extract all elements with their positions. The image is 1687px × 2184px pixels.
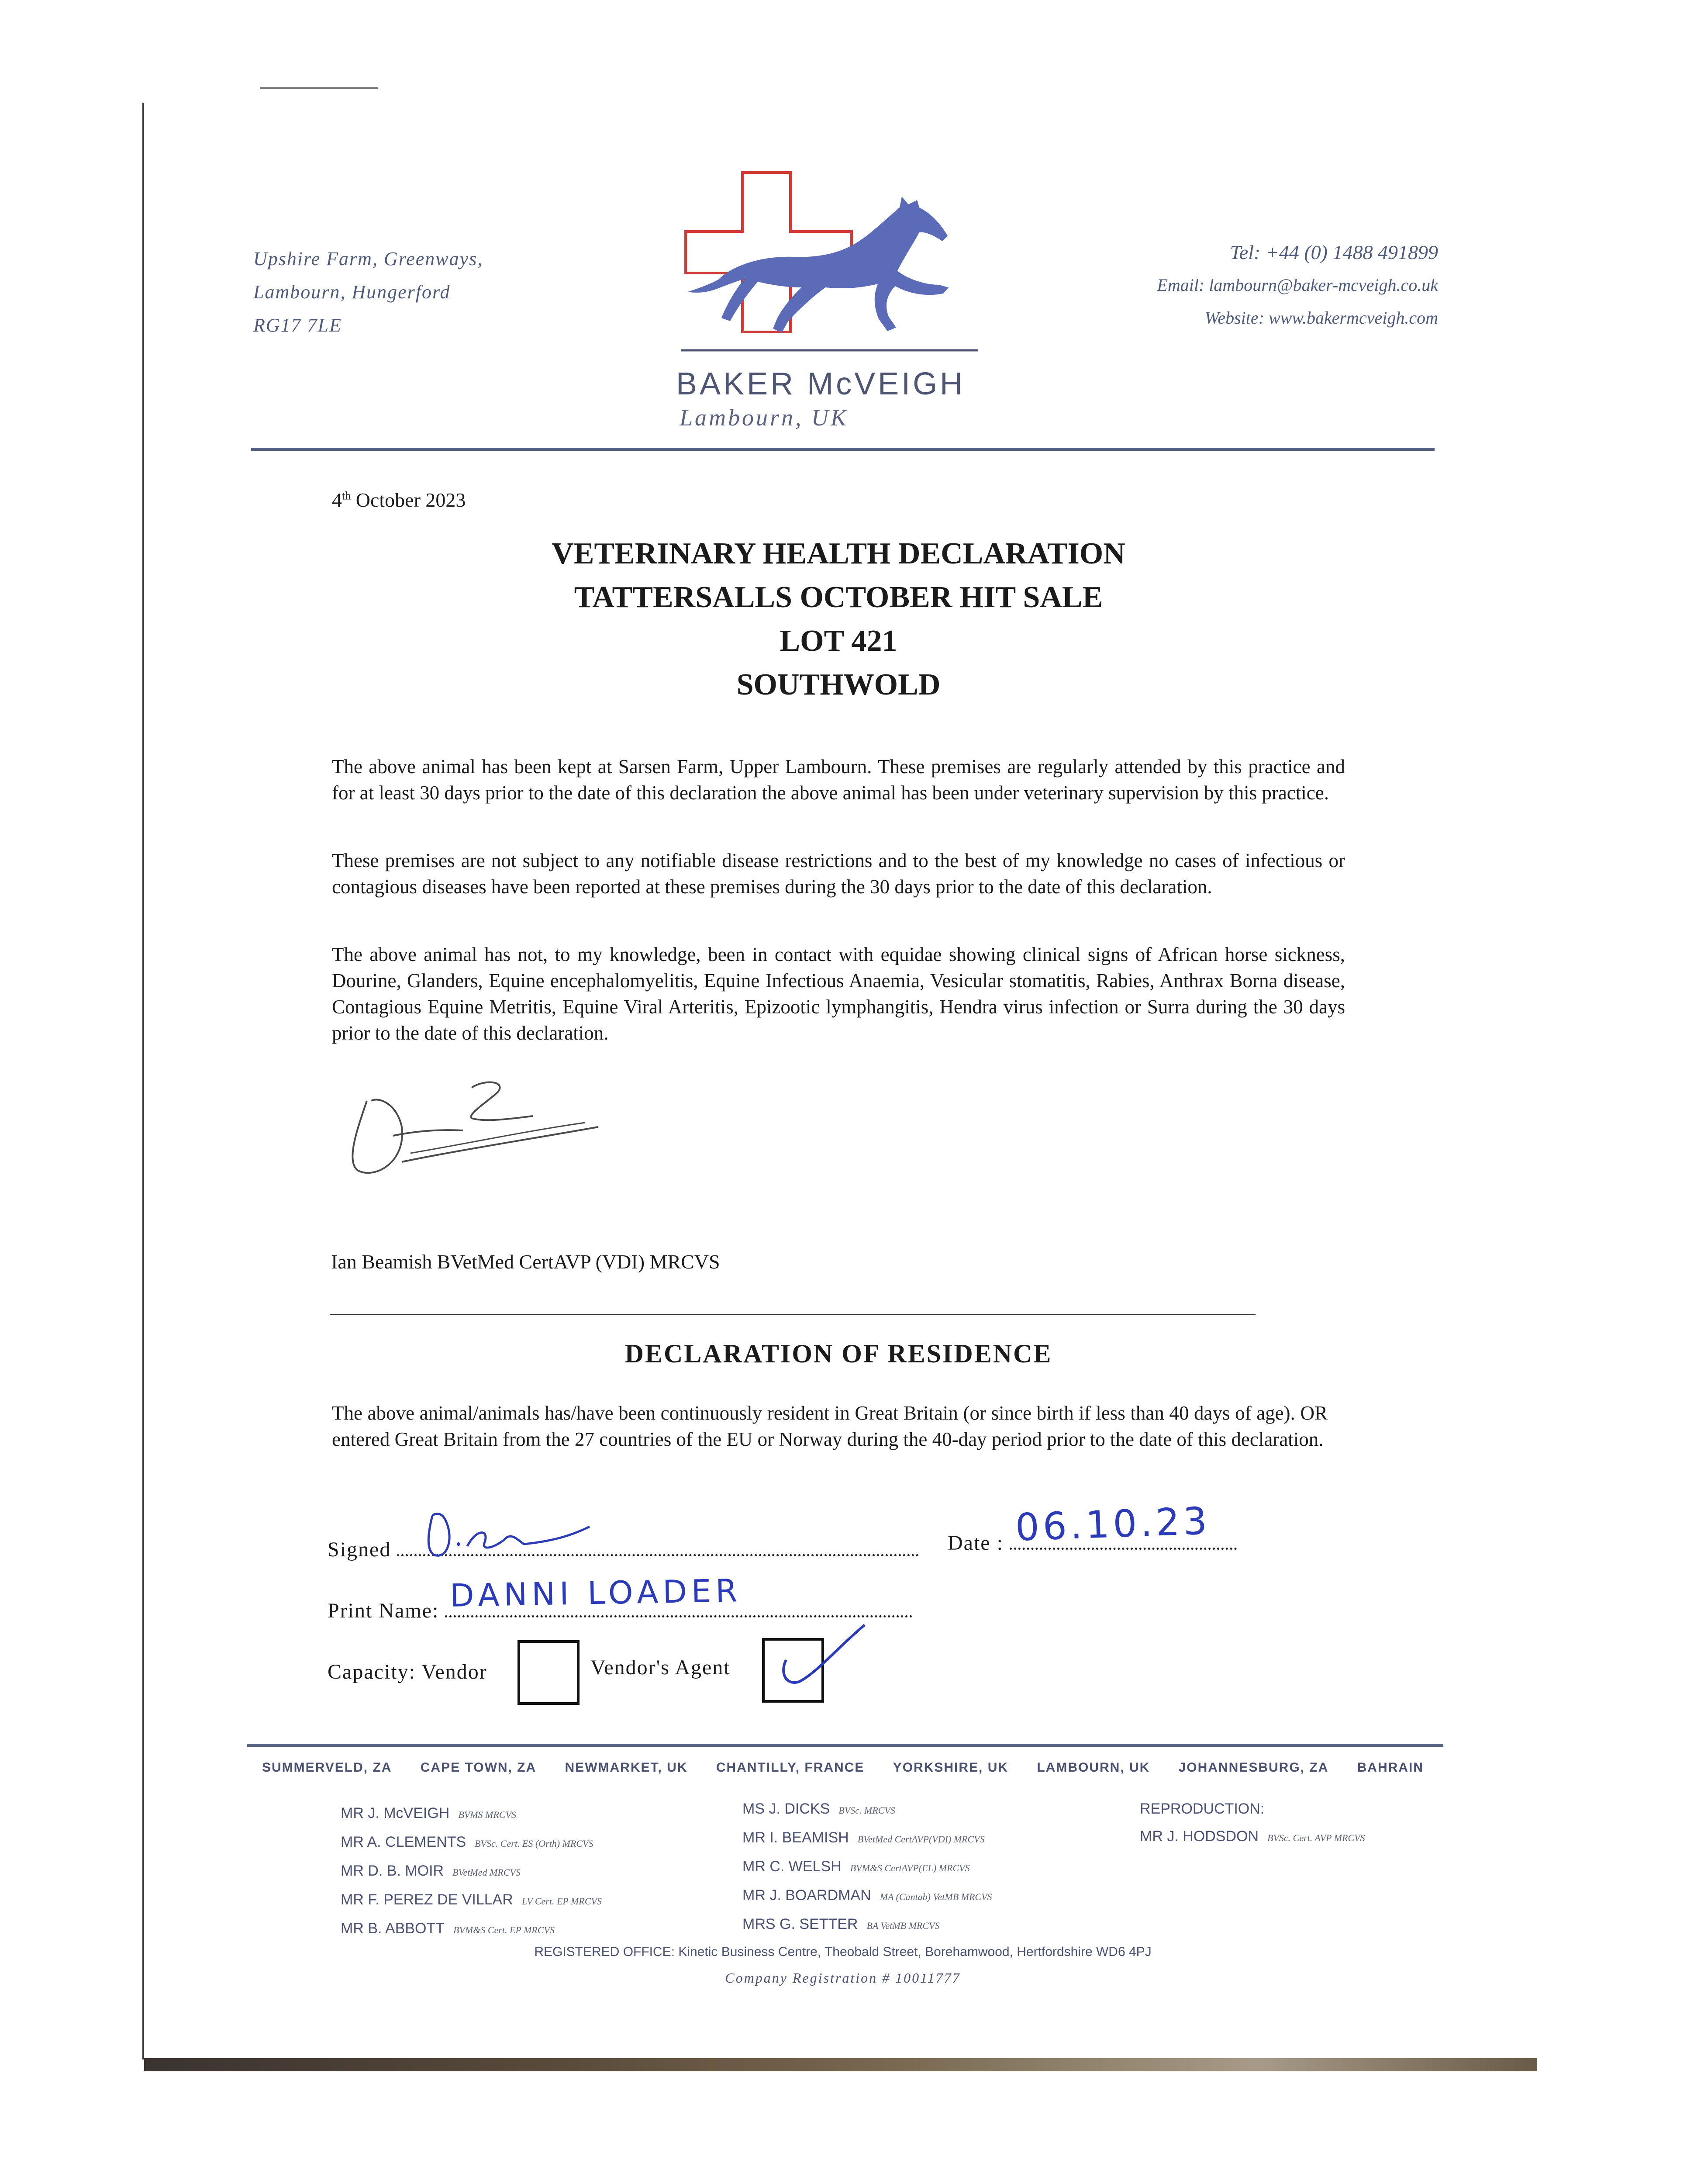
signed-signature [419, 1503, 603, 1568]
staff-entry [742, 1824, 992, 1853]
footer-rule [247, 1744, 1443, 1747]
date-rest: October 2023 [351, 489, 466, 511]
contact-website: Website: www.bakermcveigh.com [1204, 308, 1438, 328]
staff-name: MRS G. SETTER [742, 1916, 858, 1932]
page-edge-left [142, 103, 144, 2060]
location: YORKSHIRE, UK [893, 1760, 1009, 1775]
address-line: RG17 7LE [253, 314, 342, 336]
date-suffix: th [342, 489, 351, 502]
letterhead-contact [1157, 236, 1438, 334]
staff-name: MS J. DICKS [742, 1800, 830, 1817]
address-line: Lambourn, Hungerford [253, 281, 451, 303]
footer-locations [262, 1760, 1424, 1775]
vet-name: Ian Beamish BVetMed CertAVP (VDI) MRCVS [331, 1251, 720, 1273]
location: CHANTILLY, FRANCE [716, 1760, 865, 1775]
date-label: Date : [948, 1531, 1004, 1555]
location: NEWMARKET, UK [565, 1760, 688, 1775]
staff-qualification: BVetMed CertAVP(VDI) MRCVS [857, 1834, 985, 1845]
letter-date [332, 488, 466, 511]
staff-qualification: BVM&S CertAVP(EL) MRCVS [850, 1863, 970, 1873]
vendor-agent-label: Vendor's Agent [590, 1656, 731, 1679]
baker-mcveigh-logo [681, 170, 978, 363]
staff-name: MR I. BEAMISH [742, 1829, 849, 1846]
staff-column-1 [341, 1800, 602, 1944]
print-name-label: Print Name: [328, 1599, 439, 1622]
horse-icon [688, 197, 949, 333]
letterhead-rule [251, 448, 1435, 451]
title-line: VETERINARY HEALTH DECLARATION [552, 537, 1125, 570]
staff-entry [341, 1828, 602, 1857]
location: LAMBOURN, UK [1037, 1760, 1150, 1775]
location: JOHANNESBURG, ZA [1178, 1760, 1329, 1775]
section-divider [330, 1314, 1256, 1315]
staff-name: MR F. PEREZ DE VILLAR [341, 1891, 513, 1908]
residence-paragraph: The above animal/animals has/have been continuously resident in Great Britain (or since birth if less than 40 days of age). OR entered Great Britain from the 27 countries of the EU or Norway during the 40-day period prior to the date of this declaration. [332, 1402, 1328, 1450]
staff-entry [1140, 1823, 1365, 1852]
date-day: 4 [332, 489, 342, 511]
staff-qualification: BVSc. Cert. ES (Orth) MRCVS [475, 1838, 593, 1849]
red-cross-icon [686, 173, 852, 332]
staff-name: MR J. BOARDMAN [742, 1887, 871, 1904]
signed-label: Signed [328, 1538, 391, 1561]
location: CAPE TOWN, ZA [420, 1760, 537, 1775]
staff-name: MR A. CLEMENTS [341, 1834, 466, 1850]
contact-tel: Tel: +44 (0) 1488 491899 [1230, 241, 1438, 263]
vendor-checkbox[interactable] [517, 1640, 580, 1705]
staff-entry [742, 1882, 992, 1911]
address-line: Upshire Farm, Greenways, [253, 248, 483, 270]
letterhead-address [253, 242, 483, 342]
signed-field[interactable] [328, 1538, 919, 1562]
staff-qualification: BVM&S Cert. EP MRCVS [453, 1925, 555, 1935]
staff-entry [341, 1857, 602, 1886]
page-edge-bottom [144, 2058, 1537, 2071]
health-paragraph-3: The above animal has not, to my knowledge, been in contact with equidae showing clinical signs of African horse sickness, Dourine, Glanders, Equine encephalomyelitis, Equine Infectious Anaemia, Vesicular stomatitis, Rabies, Anthrax Borna disease, Contagious Equine Metritis, Equine Viral Arteritis, Epizootic lymphangitis, Hendra virus infection or Surra during the 30 days prior to the date of this declaration. [332, 943, 1345, 1044]
title-line: SOUTHWOLD [736, 668, 941, 702]
staff-entry [341, 1915, 602, 1944]
capacity-label: Capacity: Vendor [328, 1660, 487, 1683]
staff-name: MR J. McVEIGH [341, 1805, 450, 1821]
brand-subtitle: Lambourn, UK [680, 404, 849, 431]
health-paragraph-1: The above animal has been kept at Sarsen Farm, Upper Lambourn. These premises are regularly attended by this practice and for at least 30 days prior to the date of this declaration the above animal has been under veterinary supervision by this practice. [332, 756, 1345, 804]
staff-qualification: BVMS MRCVS [458, 1809, 516, 1820]
staff-qualification: MA (Cantab) VetMB MRCVS [880, 1891, 992, 1902]
staff-column-3 [1140, 1795, 1365, 1852]
page-edge-top [260, 87, 378, 89]
staff-entry [742, 1795, 992, 1824]
staff-entry [742, 1911, 992, 1939]
location: BAHRAIN [1357, 1760, 1424, 1775]
staff-qualification: BVSc. Cert. AVP MRCVS [1267, 1832, 1365, 1843]
contact-email: Email: lambourn@baker-mcveigh.co.uk [1157, 275, 1438, 295]
staff-name: MR D. B. MOIR [341, 1863, 444, 1879]
staff-qualification: BVSc. MRCVS [838, 1805, 895, 1816]
checkmark-icon [769, 1616, 873, 1695]
registered-office: REGISTERED OFFICE: Kinetic Business Centre, Theobald Street, Borehamwood, Hertfordshire WD6 4PJ [534, 1945, 1152, 1959]
date-handwritten: 06.10.23 [1014, 1499, 1211, 1550]
brand-name: BAKER McVEIGH [676, 366, 966, 401]
reproduction-heading: REPRODUCTION: [1140, 1800, 1265, 1817]
title-line: LOT 421 [780, 624, 897, 658]
print-name-handwritten: DANNI LOADER [449, 1572, 742, 1614]
staff-column-2 [742, 1795, 992, 1939]
staff-name: MR B. ABBOTT [341, 1920, 445, 1937]
title-line: TATTERSALLS OCTOBER HIT SALE [574, 581, 1103, 614]
staff-qualification: BVetMed MRCVS [452, 1867, 521, 1878]
staff-name: MR C. WELSH [742, 1858, 842, 1875]
staff-qualification: BA VetMB MRCVS [866, 1920, 940, 1931]
health-paragraph-2: These premises are not subject to any notifiable disease restrictions and to the best of my knowledge no cases of infectious or contagious diseases have been reported at these premises during the 30 days prior to the date of this declaration. [332, 850, 1345, 898]
staff-entry [341, 1800, 602, 1828]
vet-signature [341, 1075, 611, 1179]
residence-heading: DECLARATION OF RESIDENCE [624, 1339, 1052, 1368]
staff-entry [742, 1853, 992, 1882]
company-registration: Company Registration # 10011777 [725, 1970, 961, 1986]
staff-entry [341, 1886, 602, 1915]
staff-qualification: LV Cert. EP MRCVS [521, 1896, 602, 1907]
declaration-title [437, 532, 1240, 707]
location: SUMMERVELD, ZA [262, 1760, 392, 1775]
staff-name: MR J. HODSDON [1140, 1828, 1259, 1845]
